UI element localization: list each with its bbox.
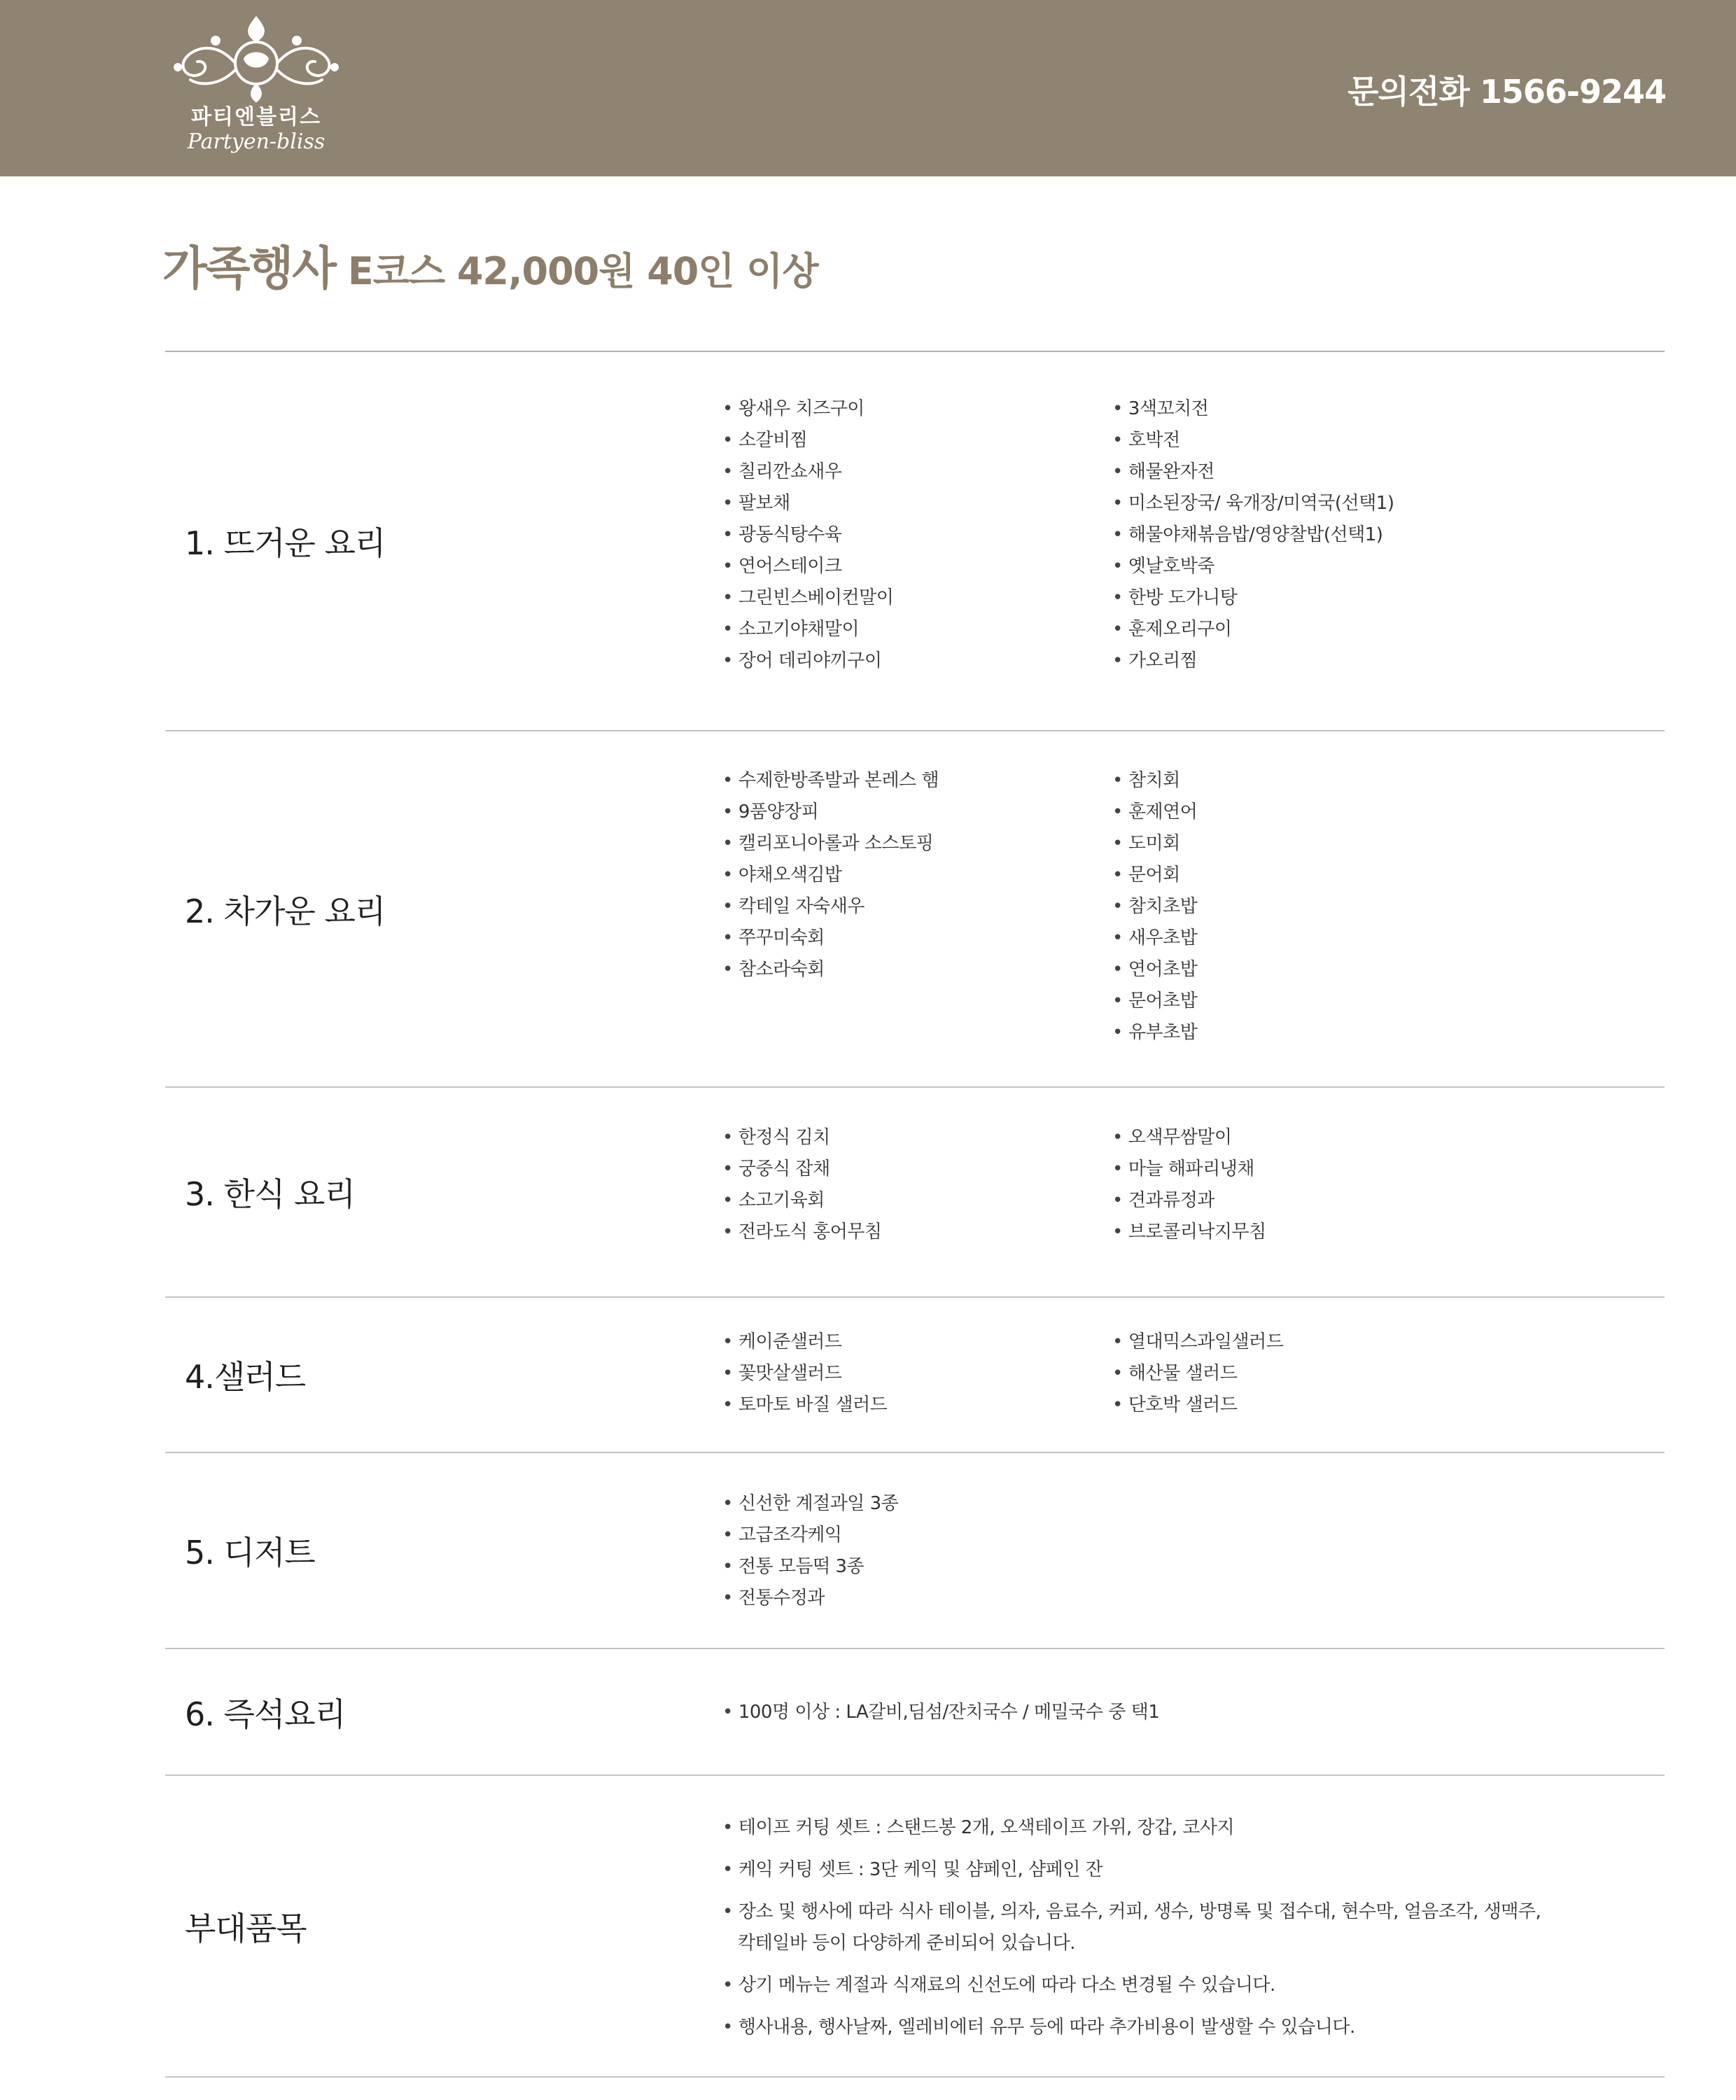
list-item: • 장어 데리야끼구이 [722,645,893,677]
extras-section [165,1776,1665,2078]
page-title-main: 가족행사 [162,241,336,295]
menu-column-left [722,765,939,986]
header-banner [0,0,1736,176]
section-label: 4.샐러드 [185,1358,306,1396]
list-item: • 소고기육회 [722,1185,882,1217]
list-item: • 문어초밥 [1112,986,1197,1017]
list-item: • 유부초밥 [1112,1017,1197,1049]
list-item: • 마늘 해파리냉채 [1112,1154,1266,1185]
list-item: • 광동식탕수육 [722,519,893,551]
list-item: • 쭈꾸미숙회 [722,923,939,954]
list-item: • 3색꼬치전 [1112,393,1394,425]
list-item: • 꽃맛살샐러드 [722,1358,887,1390]
list-item: • 전통 모듬떡 3종 [722,1551,898,1583]
logo-korean-name: 파티엔블리스 [191,105,321,130]
list-item: • 상기 메뉴는 계절과 식재료의 신선도에 따라 다소 변경될 수 있습니다. [722,1964,1541,2006]
menu-section-live-station [165,1649,1665,1776]
list-item: • 수제한방족발과 본레스 햄 [722,765,939,797]
menu-column-left [722,393,893,677]
list-item: • 연어초밥 [1112,954,1197,986]
list-item: • 단호박 샐러드 [1112,1390,1283,1421]
list-item: • 해물완자전 [1112,456,1394,488]
section-label: 3. 한식 요리 [185,1175,355,1213]
list-item-line: 칵테일바 등이 다양하게 준비되어 있습니다. [738,1933,1075,1954]
section-label: 6. 즉석요리 [185,1695,346,1733]
page-title-course: E코스 42,000원 40인 이상 [335,249,818,293]
list-item: • 참소라숙회 [722,954,939,986]
menu-section-salad [165,1298,1665,1453]
list-item: • 케익 커팅 셋트 : 3단 케익 및 샴페인, 샴페인 잔 [722,1849,1541,1891]
list-item: • 9품양장피 [722,797,939,828]
section-label: 부대품목 [185,1909,307,1947]
menu-column-left [722,1697,1159,1728]
list-item: • 도미회 [1112,828,1197,860]
list-item: • 칵테일 자숙새우 [722,891,939,923]
ornament-icon [167,13,346,104]
list-item: • 한방 도가니탕 [1112,582,1394,614]
list-item: • 궁중식 잡채 [722,1154,882,1185]
menu-table [165,351,1665,2078]
list-item: • 캘리포니아롤과 소스토핑 [722,828,939,860]
list-item: • 토마토 바질 샐러드 [722,1390,887,1421]
logo-english-name: Partyen-bliss [187,130,326,154]
menu-section-cold [165,732,1665,1088]
list-item: • 훈제오리구이 [1112,614,1394,645]
list-item: • 케이준샐러드 [722,1326,887,1358]
menu-section-korean [165,1088,1665,1298]
list-item: • 브로콜리낙지무침 [1112,1217,1266,1248]
list-item: • 한정식 김치 [722,1122,882,1154]
list-item: • 야채오색김밥 [722,860,939,891]
list-item: • 그린빈스베이컨말이 [722,582,893,614]
section-label: 1. 뜨거운 요리 [185,524,386,562]
list-item: • 소고기야채말이 [722,614,893,645]
list-item: • 100명 이상 : LA갈비,딤섬/잔치국수 / 메밀국수 중 택1 [722,1697,1159,1728]
list-item: • 행사내용, 행사날짜, 엘레비에터 유무 등에 따라 추가비용이 발생할 수 있습니다. [722,2006,1541,2048]
extras-list [722,1807,1541,2048]
menu-column-right [1112,765,1197,1049]
brand-logo[interactable] [165,13,347,167]
page-title [162,231,818,298]
list-item: • 문어회 [1112,860,1197,891]
list-item: • 칠리깐쇼새우 [722,456,893,488]
list-item: • 왕새우 치즈구이 [722,393,893,425]
menu-column-left [722,1488,898,1614]
menu-column-left [722,1122,882,1248]
list-item: • 미소된장국/ 육개장/미역국(선택1) [1112,488,1394,519]
list-item [722,1896,1541,1959]
list-item: • 가오리찜 [1112,645,1394,677]
list-item: • 소갈비찜 [722,425,893,456]
contact-phone: 문의전화 1566-9244 [1348,73,1666,111]
menu-section-hot [165,352,1665,732]
list-item: • 팔보채 [722,488,893,519]
list-item: • 해물야채볶음밥/영양찰밥(선택1) [1112,519,1394,551]
list-item: • 해산물 샐러드 [1112,1358,1283,1390]
list-item: • 고급조각케익 [722,1520,898,1551]
list-item: • 오색무쌈말이 [1112,1122,1266,1154]
list-item: • 호박전 [1112,425,1394,456]
list-item: • 신선한 계절과일 3종 [722,1488,898,1520]
list-item: • 옛날호박죽 [1112,551,1394,582]
list-item: • 전통수정과 [722,1583,898,1614]
list-item: • 참치회 [1112,765,1197,797]
list-item: • 견과류정과 [1112,1185,1266,1217]
section-label: 2. 차가운 요리 [185,892,386,930]
section-label: 5. 디저트 [185,1534,315,1572]
menu-column-left [722,1326,887,1421]
list-item: • 테이프 커팅 셋트 : 스탠드봉 2개, 오색테이프 가위, 장갑, 코사지 [722,1807,1541,1849]
list-item: • 열대믹스과일샐러드 [1112,1326,1283,1358]
list-item: • 전라도식 홍어무침 [722,1217,882,1248]
list-item: • 연어스테이크 [722,551,893,582]
menu-section-dessert [165,1453,1665,1649]
list-item: • 훈제연어 [1112,797,1197,828]
menu-column-right [1112,393,1394,677]
list-item: • 참치초밥 [1112,891,1197,923]
list-item: • 새우초밥 [1112,923,1197,954]
menu-column-right [1112,1326,1283,1421]
list-item-line: 장소 및 행사에 따라 식사 테이블, 의자, 음료수, 커피, 생수, 방명록 및 접수대, 현수막, 얼음조각, 생맥주, [738,1901,1541,1922]
menu-column-right [1112,1122,1266,1248]
